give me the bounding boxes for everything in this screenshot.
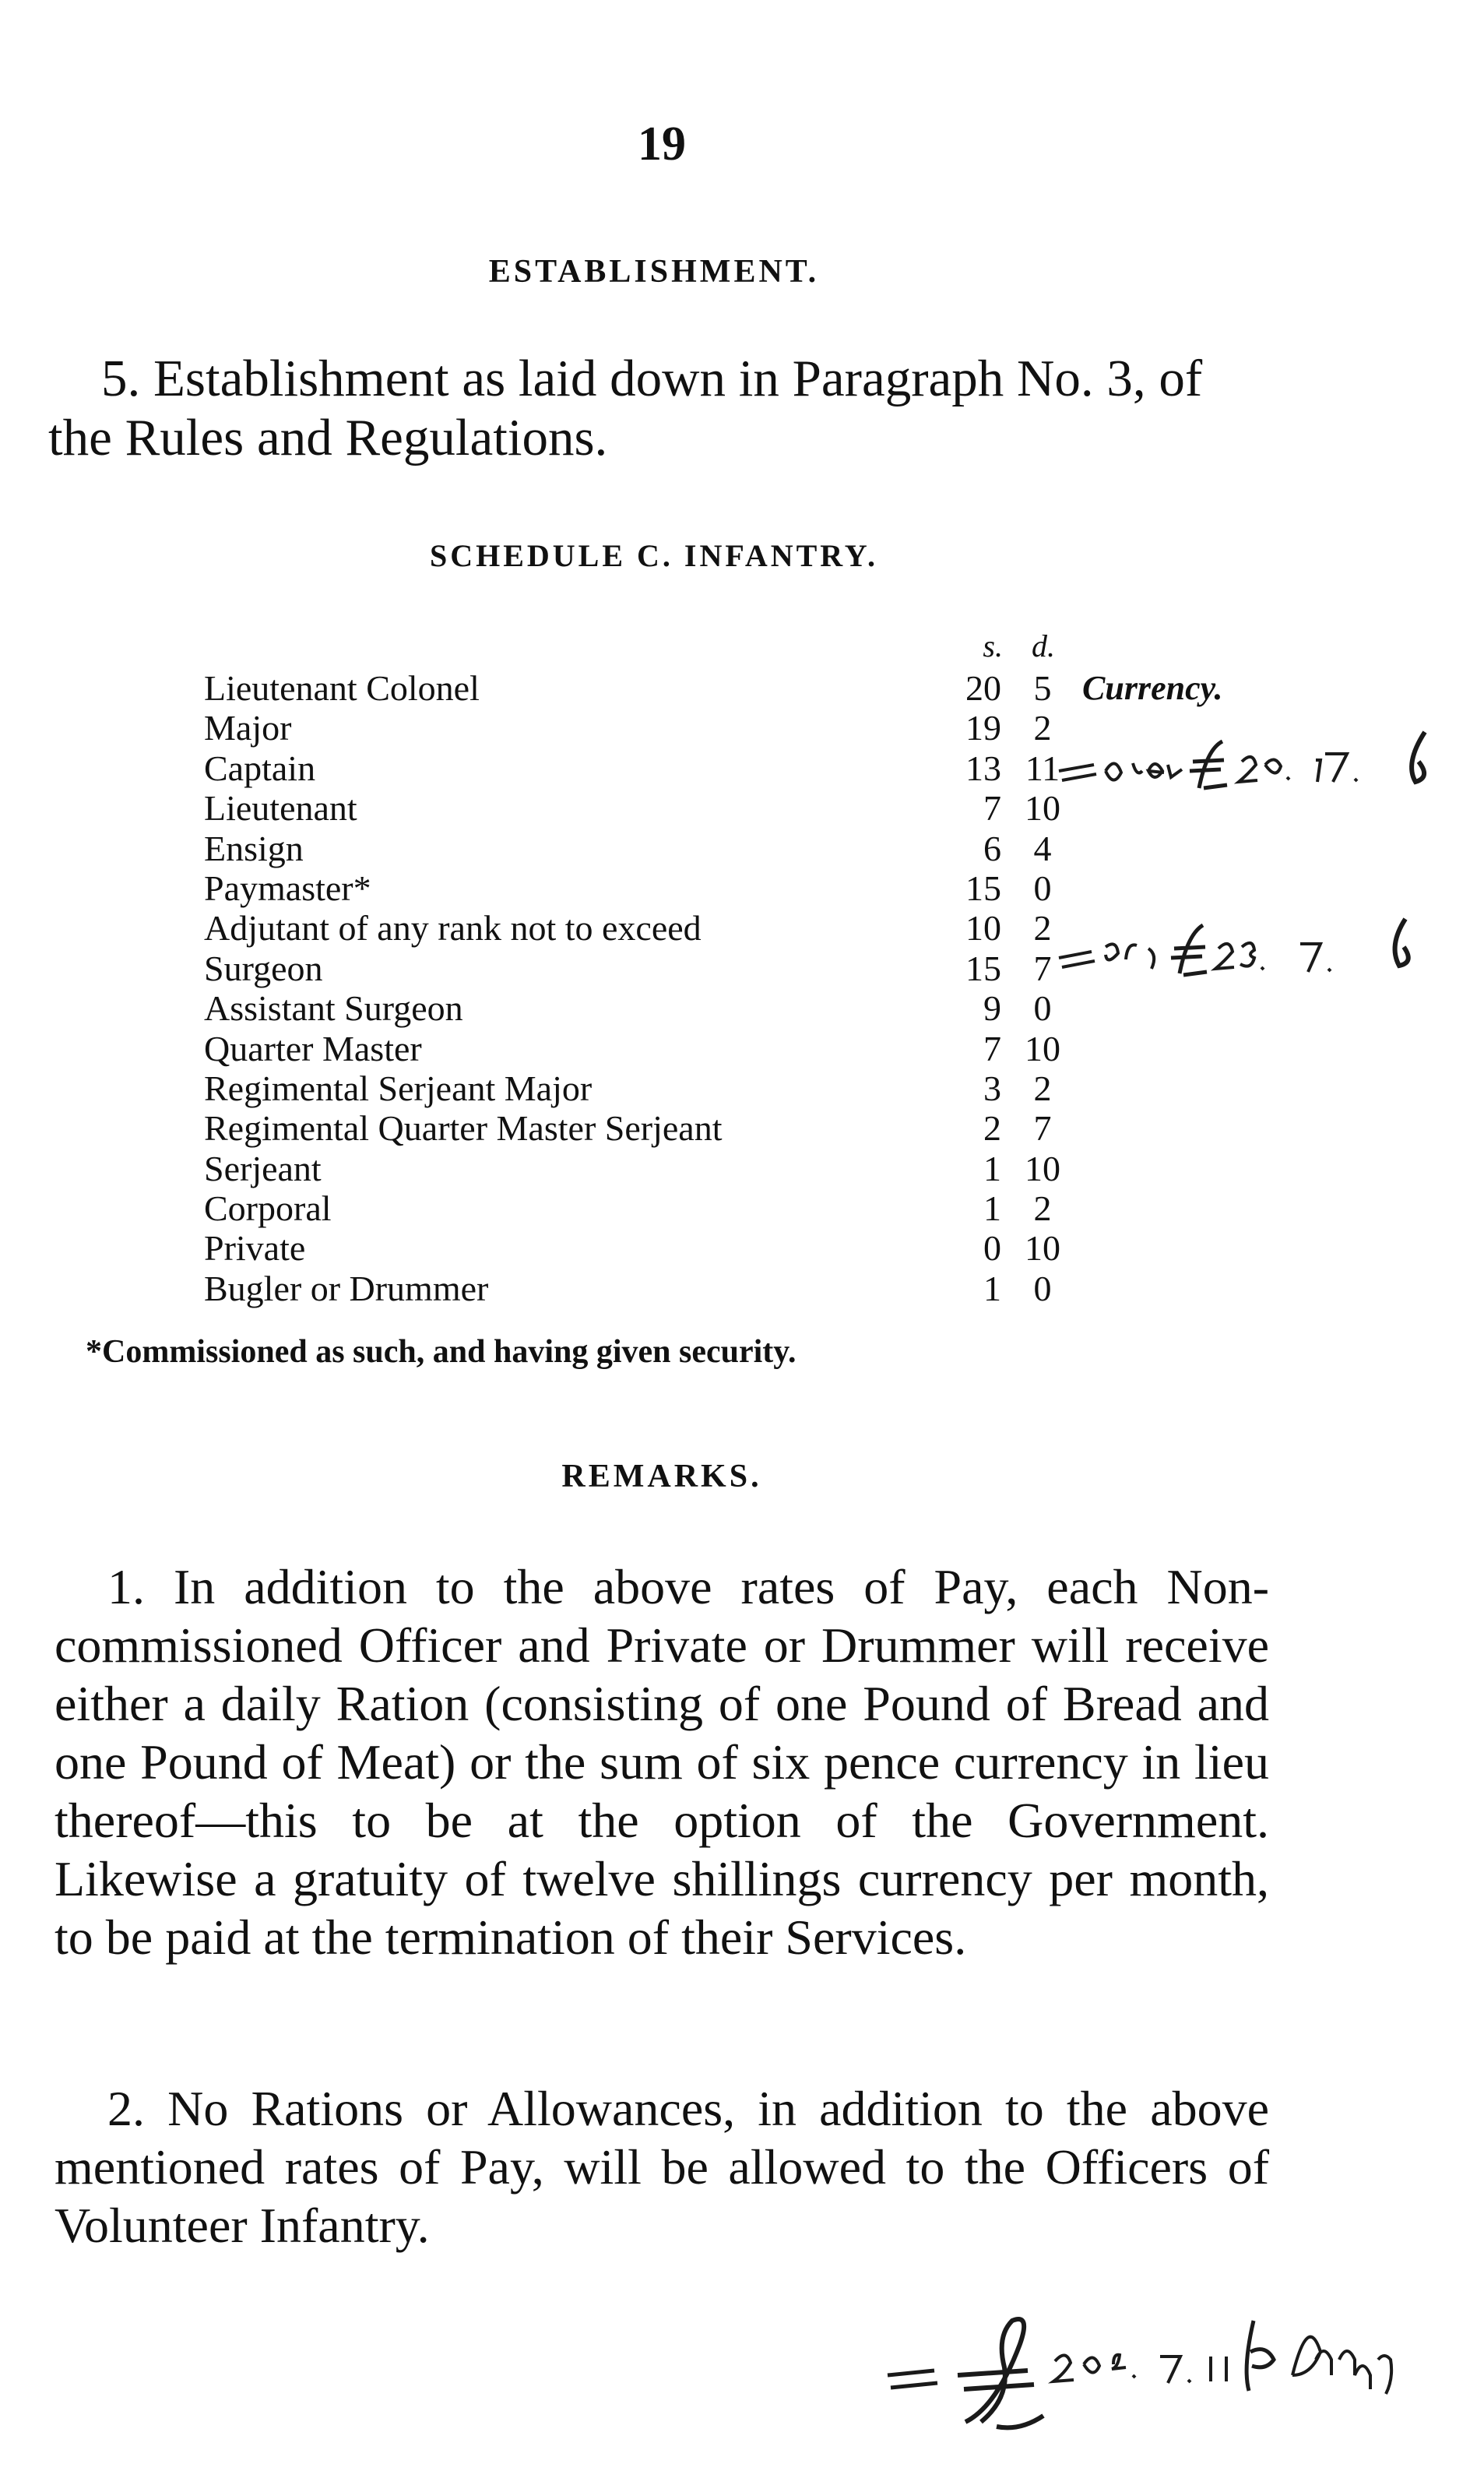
shillings-value: 7	[983, 788, 1001, 829]
pence-value: 2	[1033, 1068, 1052, 1108]
table-row	[204, 788, 1076, 828]
pence-value: 5	[1033, 668, 1052, 708]
rank-name: Quarter Master	[204, 1029, 427, 1068]
rank-name: Ensign	[204, 829, 308, 868]
rank-name: Adjutant of any rank not to exceed	[204, 908, 706, 948]
rank-name: Private	[204, 1228, 310, 1268]
shillings-value: 15	[965, 948, 1001, 988]
pence-value: 0	[1033, 868, 1052, 908]
rank-name: Assistant Surgeon	[204, 988, 468, 1028]
handwritten-surgeon-note	[1051, 903, 1472, 989]
table-row	[204, 1269, 1076, 1308]
rank-name: Corporal	[204, 1188, 336, 1228]
table-row	[204, 668, 1076, 708]
shillings-value: 3	[983, 1068, 1001, 1108]
rank-name: Regimental Quarter Master Serjeant	[204, 1108, 726, 1148]
shillings-column-header: s.	[983, 628, 1003, 663]
pence-value: 11	[1025, 748, 1060, 788]
shillings-value: 1	[983, 1148, 1001, 1188]
shillings-value: 19	[965, 708, 1001, 748]
rank-name: Surgeon	[204, 949, 328, 988]
shillings-value: 13	[965, 748, 1001, 788]
section-heading: ESTABLISHMENT.	[488, 254, 820, 290]
table-row	[204, 988, 1076, 1028]
schedule-title: SCHEDULE C. INFANTRY.	[429, 538, 878, 573]
table-row	[204, 1188, 1076, 1228]
rank-name: Serjeant	[204, 1149, 326, 1188]
pence-value: 10	[1025, 788, 1060, 829]
shillings-value: 1	[983, 1188, 1001, 1229]
rank-name: Paymaster*	[204, 868, 376, 908]
pence-value: 10	[1025, 1028, 1060, 1068]
pence-value: 2	[1033, 1188, 1052, 1229]
shillings-value: 6	[983, 828, 1001, 868]
shillings-value: 9	[983, 988, 1001, 1029]
currency-label: Currency.	[1082, 669, 1223, 707]
pence-value: 2	[1033, 908, 1052, 949]
pence-value: 7	[1033, 948, 1052, 988]
table-row	[204, 708, 1076, 748]
pence-value: 0	[1033, 988, 1052, 1029]
rank-name: Lieutenant	[204, 788, 362, 828]
table-row	[204, 1029, 1076, 1068]
pay-schedule-table	[204, 668, 1076, 1308]
paragraph-5: 5. Establishment as laid down in Paragraph No. 3, of the Rules and Regulations.	[48, 350, 1203, 466]
shillings-value: 0	[983, 1228, 1001, 1269]
rank-name: Major	[204, 708, 296, 748]
pence-column-header: d.	[1032, 628, 1055, 663]
shillings-value: 15	[965, 868, 1001, 908]
pence-value: 10	[1025, 1148, 1060, 1188]
pence-value: 2	[1033, 708, 1052, 748]
table-row	[204, 1068, 1076, 1108]
remark-1: 1. In addition to the above rates of Pay, each Non-commissioned Officer and Private or Drummer will receive either a daily Ration (consisting of one Pound of Bread and one Pound of Meat) or the sum of six pence currency in lieu thereof—this to be at the option of the Government. Likewise a gratuity of twelve shillings currency per month, to be paid at the termination of their Services.	[55, 1559, 1269, 1965]
remarks-heading: REMARKS.	[561, 1459, 762, 1494]
rank-name: Lieutenant Colonel	[204, 668, 484, 708]
table-row	[204, 908, 1076, 948]
page-number: 19	[638, 118, 686, 171]
table-row	[204, 1108, 1076, 1148]
shillings-value: 7	[983, 1028, 1001, 1068]
table-row	[204, 868, 1076, 908]
handwritten-captain-note	[1051, 716, 1472, 802]
table-row	[204, 949, 1076, 988]
table-row	[204, 1149, 1076, 1188]
footnote: *Commissioned as such, and having given security.	[86, 1334, 797, 1370]
rank-name: Regimental Serjeant Major	[204, 1068, 596, 1108]
pence-value: 4	[1033, 828, 1052, 868]
table-row	[204, 829, 1076, 868]
shillings-value: 2	[983, 1108, 1001, 1149]
table-row	[204, 1228, 1076, 1268]
rank-name: Captain	[204, 748, 320, 788]
shillings-value: 1	[983, 1268, 1001, 1308]
handwritten-total-note	[880, 2290, 1472, 2438]
pence-value: 0	[1033, 1268, 1052, 1308]
shillings-value: 20	[965, 668, 1001, 708]
table-row	[204, 748, 1076, 788]
pence-value: 7	[1033, 1108, 1052, 1149]
pence-value: 10	[1025, 1228, 1060, 1269]
remark-2: 2. No Rations or Allowances, in addition to the above mentioned rates of Pay, will be allowed to the Officers of Volunteer Infantry.	[55, 2081, 1269, 2253]
rank-name: Bugler or Drummer	[204, 1269, 493, 1308]
shillings-value: 10	[965, 908, 1001, 949]
